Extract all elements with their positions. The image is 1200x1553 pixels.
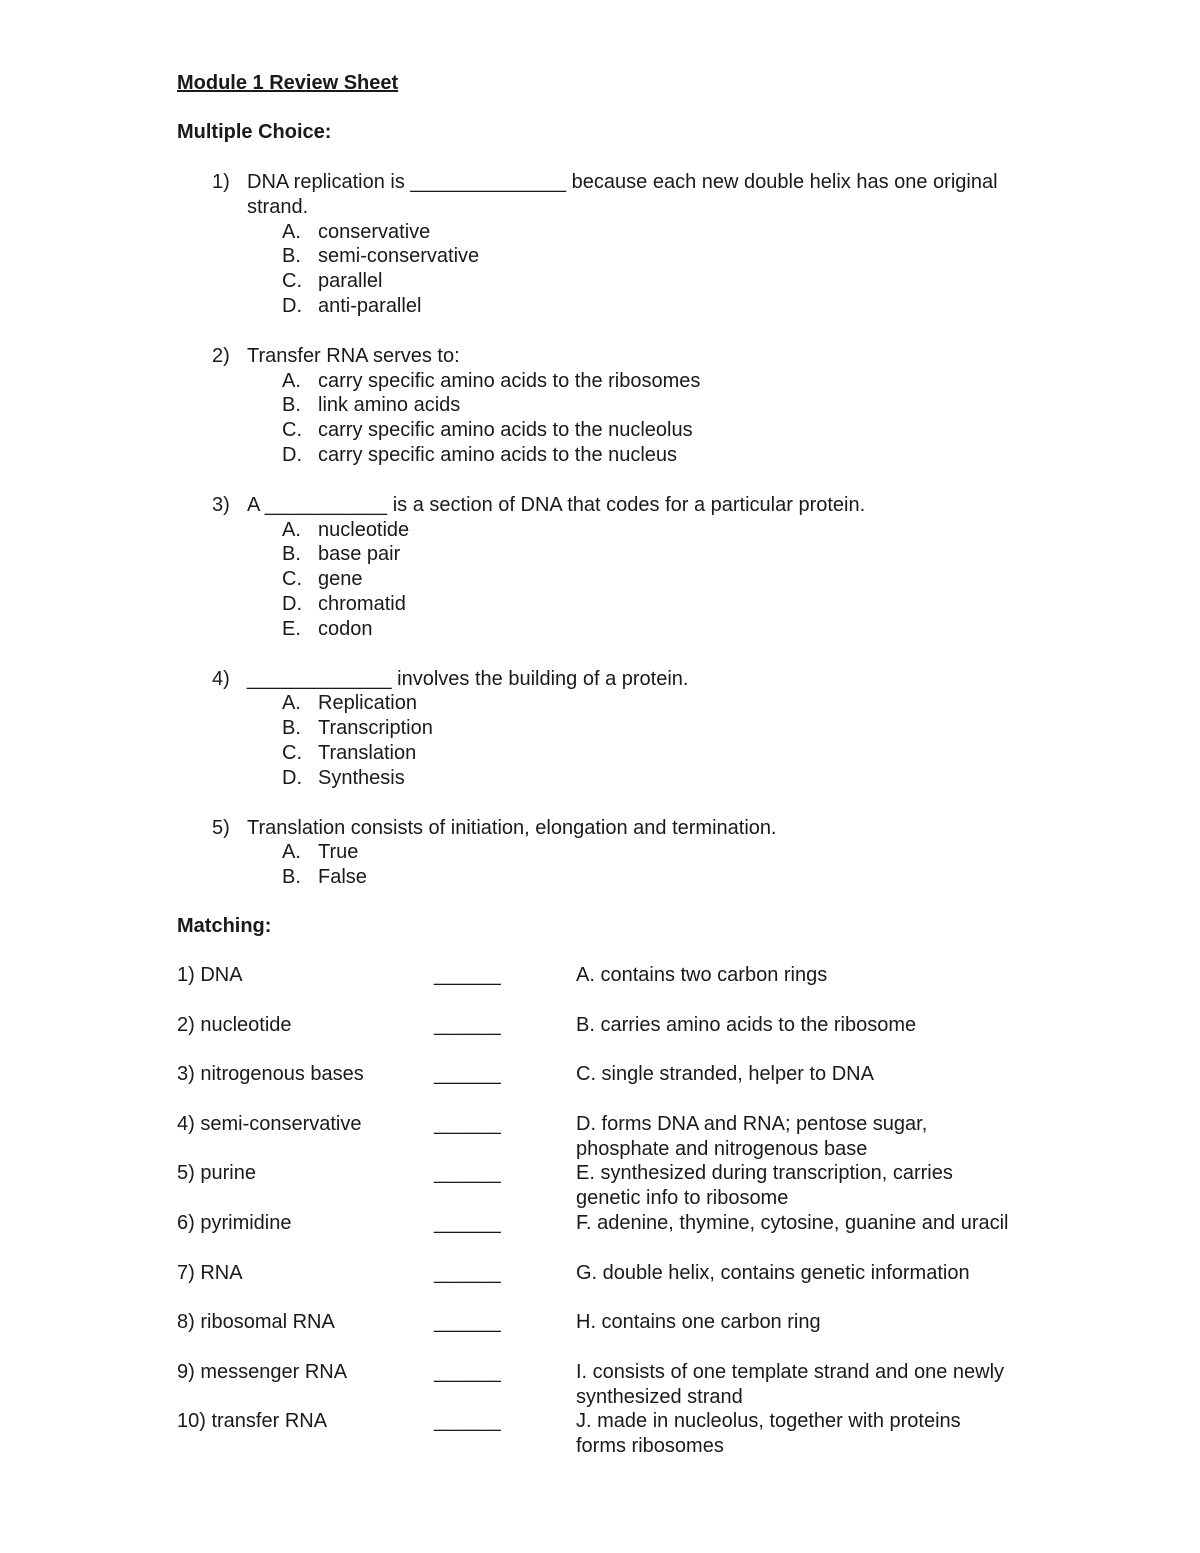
- option-text: base pair: [318, 543, 401, 566]
- answer-option: [282, 691, 1037, 716]
- option-text: False: [318, 866, 367, 889]
- matching-term: 6) pyrimidine: [177, 1211, 292, 1234]
- option-text: anti-parallel: [318, 294, 422, 317]
- multiple-choice-list: [177, 170, 1037, 915]
- matching-term: 10) transfer RNA: [177, 1410, 328, 1433]
- option-text: Replication: [318, 692, 417, 715]
- option-text: semi-conservative: [318, 245, 480, 268]
- matching-table: [177, 963, 1037, 1459]
- matching-row: [177, 1062, 1037, 1112]
- option-text: True: [318, 841, 359, 864]
- question-3: [177, 493, 1037, 642]
- answer-option: [282, 592, 1037, 617]
- option-letter: E.: [282, 617, 301, 640]
- matching-row: [177, 1112, 1037, 1162]
- question-number: 5): [212, 816, 230, 839]
- matching-definition: D. forms DNA and RNA; pentose sugar, phosphate and nitrogenous base: [576, 1112, 928, 1160]
- question-text: DNA replication is ______________ because each new double helix has one original strand.: [247, 171, 998, 218]
- matching-definition: H. contains one carbon ring: [576, 1311, 821, 1334]
- option-text: codon: [318, 617, 373, 640]
- option-text: conservative: [318, 220, 431, 243]
- matching-definition: J. made in nucleolus, together with proteins forms ribosomes: [576, 1410, 961, 1458]
- answer-option: [282, 294, 1037, 319]
- option-letter: B.: [282, 866, 301, 889]
- option-letter: C.: [282, 568, 302, 591]
- answer-blank: ______: [434, 964, 501, 986]
- option-text: carry specific amino acids to the nucleolus: [318, 419, 693, 442]
- option-letter: C.: [282, 270, 302, 293]
- matching-row: [177, 1211, 1037, 1261]
- option-text: link amino acids: [318, 394, 461, 417]
- answer-option: [282, 244, 1037, 269]
- question-number: 2): [212, 344, 230, 367]
- answer-option: [282, 716, 1037, 741]
- answer-blank: ______: [434, 1013, 501, 1036]
- question-text: Transfer RNA serves to:: [247, 344, 460, 367]
- option-letter: D.: [282, 592, 302, 615]
- question-number: 1): [212, 171, 230, 193]
- page-title: Module 1 Review Sheet: [177, 72, 399, 94]
- matching-definition: A. contains two carbon rings: [576, 964, 828, 986]
- matching-row: [177, 1161, 1037, 1211]
- multiple-choice-heading: Multiple Choice:: [177, 121, 332, 143]
- matching-term: 7) RNA: [177, 1261, 243, 1284]
- answer-option: [282, 840, 1037, 865]
- question-4: [177, 667, 1037, 791]
- matching-term: 5) purine: [177, 1162, 256, 1185]
- option-text: nucleotide: [318, 518, 410, 541]
- option-letter: A.: [282, 692, 301, 715]
- answer-blank: ______: [434, 1261, 501, 1284]
- matching-row: [177, 1360, 1037, 1410]
- matching-row: [177, 1409, 1037, 1459]
- option-letter: B.: [282, 394, 301, 417]
- question-5: [177, 816, 1037, 890]
- option-text: Synthesis: [318, 766, 405, 789]
- matching-row: [177, 1310, 1037, 1360]
- answer-option: [282, 418, 1037, 443]
- option-letter: A.: [282, 841, 301, 864]
- option-letter: C.: [282, 741, 302, 764]
- matching-definition: G. double helix, contains genetic information: [576, 1261, 970, 1284]
- option-letter: D.: [282, 294, 302, 317]
- matching-term: 4) semi-conservative: [177, 1112, 362, 1135]
- option-text: gene: [318, 568, 363, 591]
- answer-blank: ______: [434, 1211, 501, 1234]
- option-letter: B.: [282, 245, 301, 268]
- question-number: 4): [212, 667, 230, 690]
- answer-blank: ______: [434, 1063, 501, 1086]
- answer-blank: ______: [434, 1162, 501, 1185]
- question-text: Translation consists of initiation, elongation and termination.: [247, 816, 777, 839]
- matching-definition: F. adenine, thymine, cytosine, guanine and uracil: [576, 1211, 1009, 1234]
- answer-option: [282, 518, 1037, 543]
- answer-blank: ______: [434, 1360, 501, 1383]
- option-letter: D.: [282, 766, 302, 789]
- answer-option: [282, 369, 1037, 394]
- answer-option: [282, 865, 1037, 890]
- question-text: A ___________ is a section of DNA that codes for a particular protein.: [247, 493, 866, 516]
- option-letter: A.: [282, 518, 301, 541]
- answer-option: [282, 220, 1037, 245]
- answer-option: [282, 393, 1037, 418]
- option-text: Translation: [318, 741, 417, 764]
- question-1: [177, 170, 1037, 319]
- option-text: parallel: [318, 270, 383, 293]
- answer-option: [282, 269, 1037, 294]
- answer-option: [282, 741, 1037, 766]
- option-text: Transcription: [318, 717, 433, 740]
- question-text: _____________ involves the building of a protein.: [247, 667, 689, 690]
- matching-row: [177, 1261, 1037, 1311]
- answer-blank: ______: [434, 1112, 501, 1135]
- option-text: carry specific amino acids to the ribosomes: [318, 369, 701, 392]
- matching-heading: Matching:: [177, 915, 272, 937]
- matching-term: 2) nucleotide: [177, 1013, 292, 1036]
- matching-term: 9) messenger RNA: [177, 1360, 348, 1383]
- question-number: 3): [212, 493, 230, 516]
- answer-option: [282, 542, 1037, 567]
- matching-term: 3) nitrogenous bases: [177, 1063, 364, 1086]
- answer-blank: ______: [434, 1311, 501, 1334]
- option-letter: D.: [282, 443, 302, 466]
- matching-definition: B. carries amino acids to the ribosome: [576, 1013, 917, 1036]
- matching-definition: I. consists of one template strand and one newly synthesized strand: [576, 1360, 1005, 1408]
- option-text: chromatid: [318, 592, 406, 615]
- answer-option: [282, 617, 1037, 642]
- matching-row: [177, 1013, 1037, 1063]
- answer-blank: ______: [434, 1410, 501, 1433]
- option-text: carry specific amino acids to the nucleus: [318, 443, 678, 466]
- option-letter: B.: [282, 543, 301, 566]
- matching-definition: C. single stranded, helper to DNA: [576, 1063, 874, 1086]
- option-letter: A.: [282, 369, 301, 392]
- option-letter: A.: [282, 220, 301, 243]
- answer-option: [282, 443, 1037, 468]
- matching-row: [177, 963, 1037, 1013]
- option-letter: C.: [282, 419, 302, 442]
- matching-term: 1) DNA: [177, 964, 243, 986]
- question-2: [177, 344, 1037, 468]
- matching-term: 8) ribosomal RNA: [177, 1311, 335, 1334]
- option-letter: B.: [282, 717, 301, 740]
- matching-definition: E. synthesized during transcription, carries genetic info to ribosome: [576, 1162, 953, 1210]
- answer-option: [282, 567, 1037, 592]
- answer-option: [282, 766, 1037, 791]
